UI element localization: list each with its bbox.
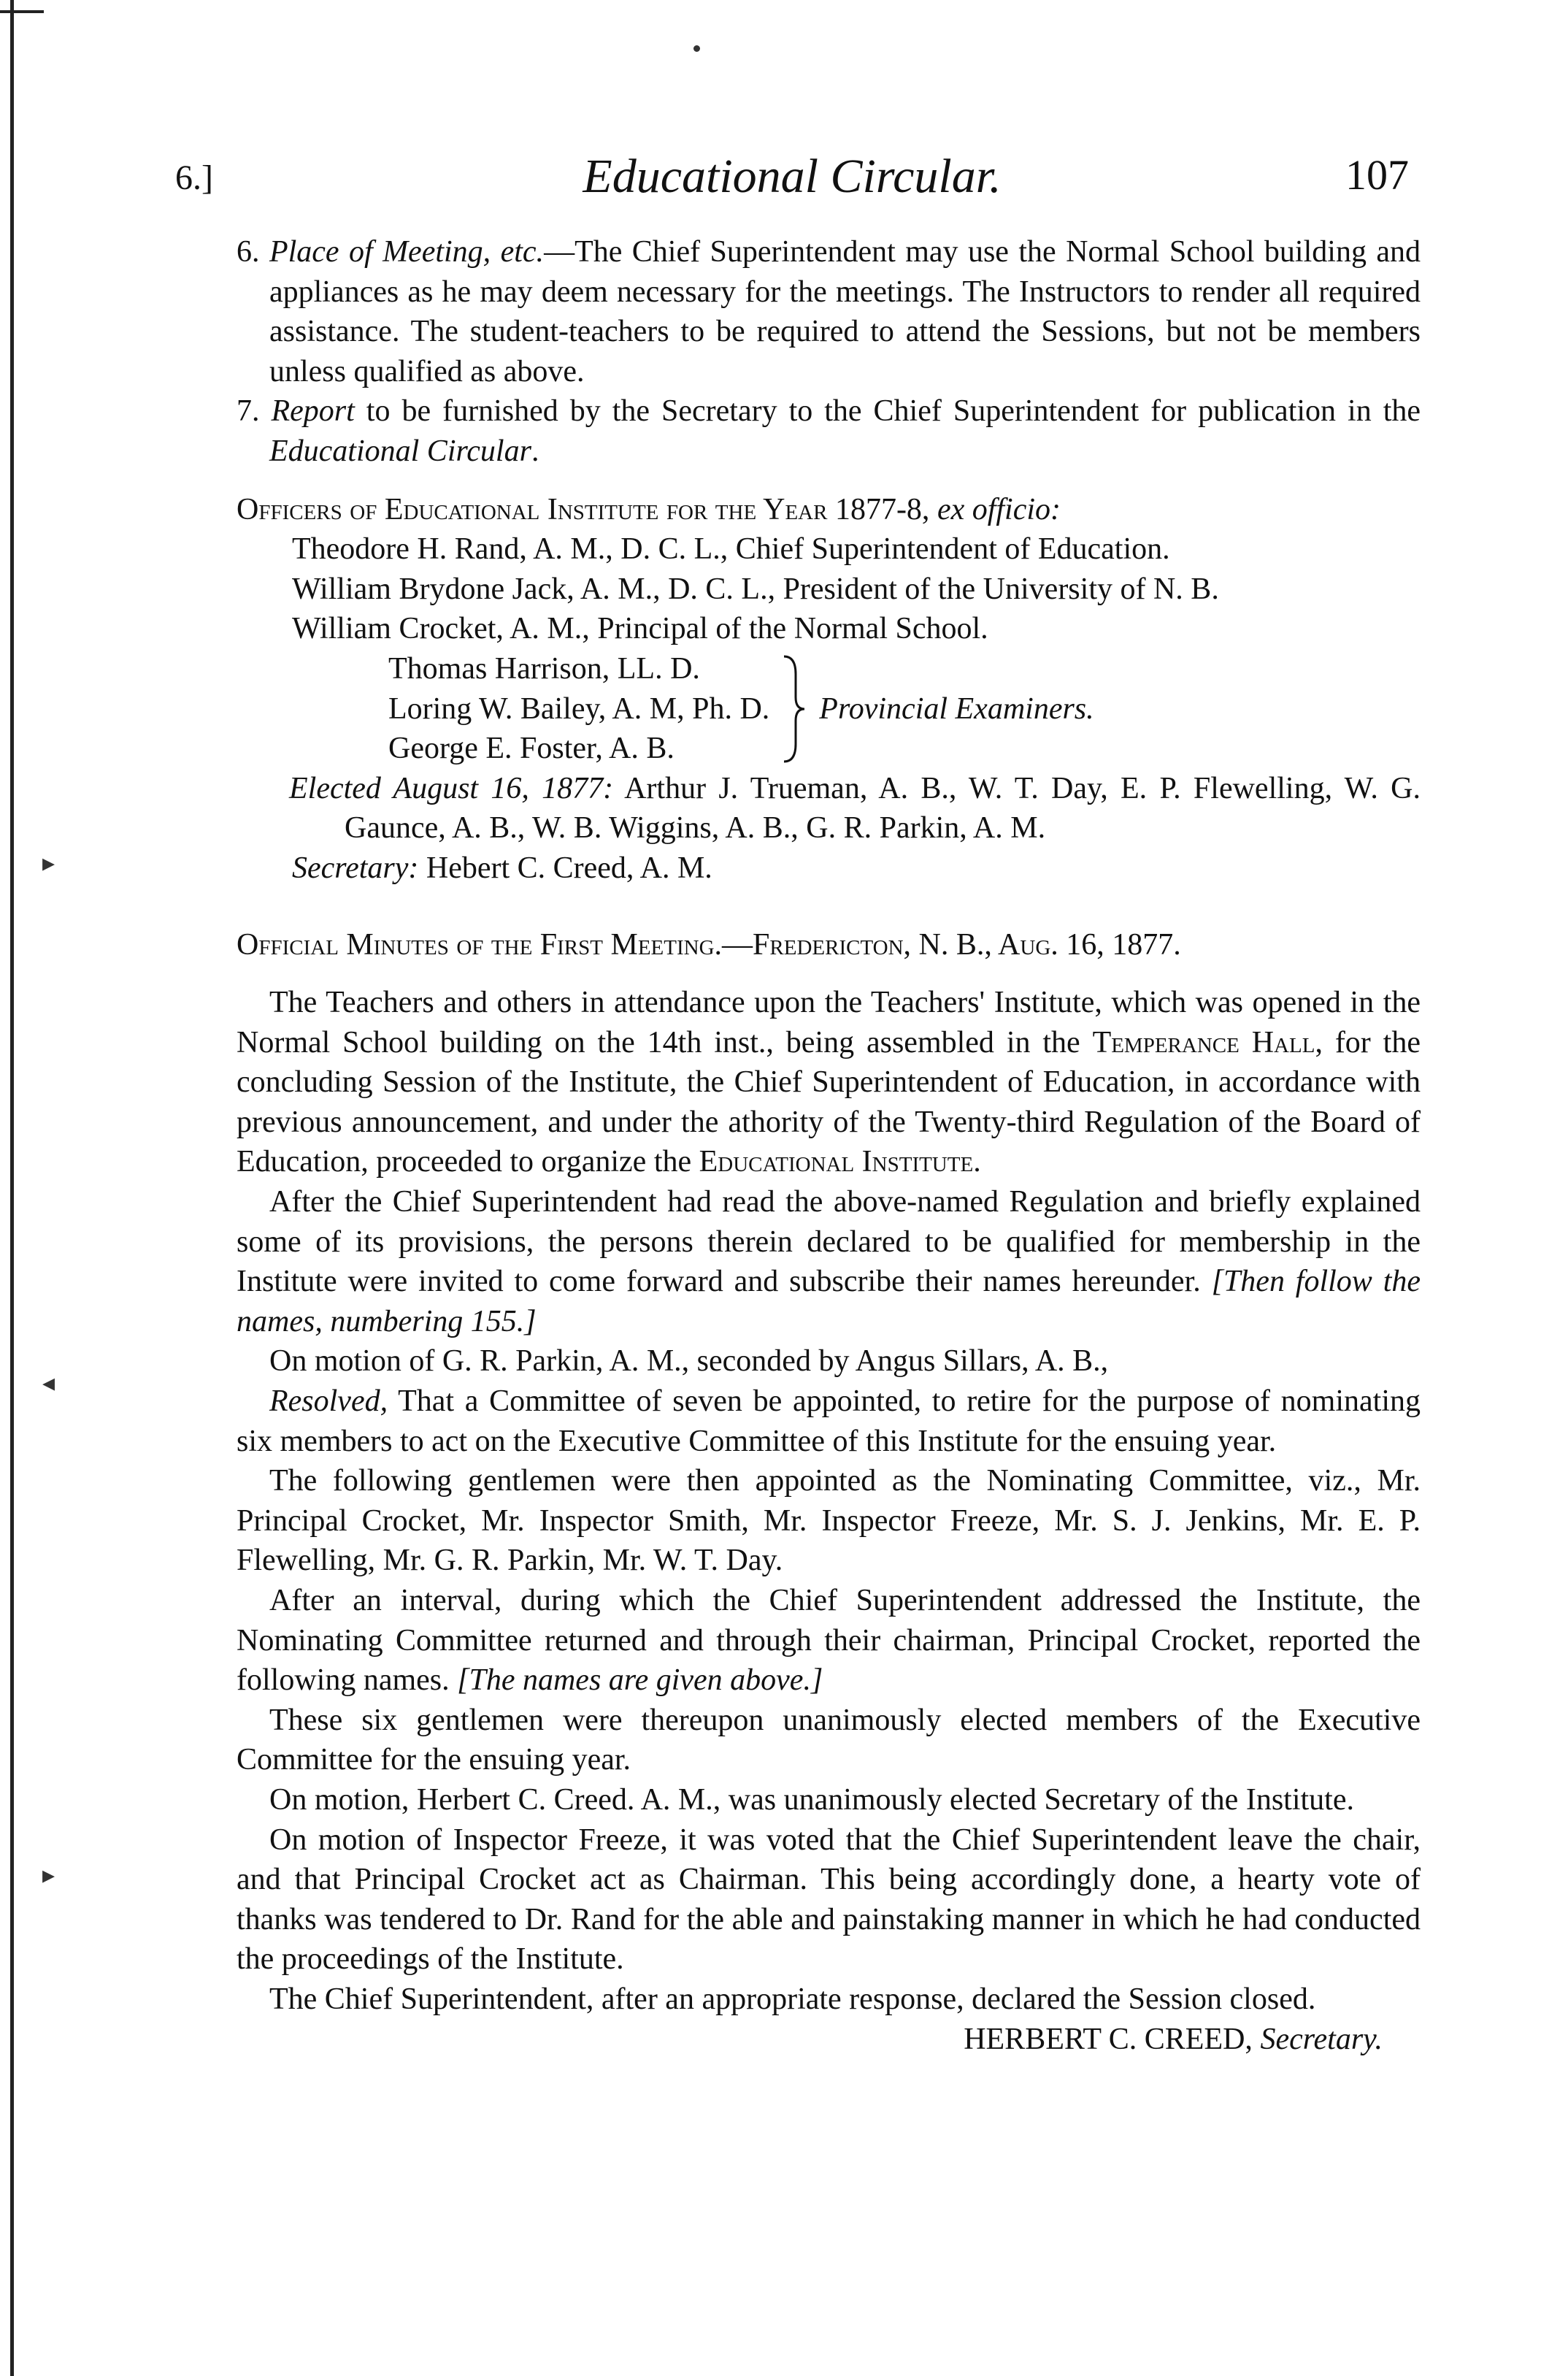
signature <box>237 2020 1421 2060</box>
page-corner-mark <box>0 10 44 13</box>
minutes-paragraph: On motion of Inspector Freeze, it was voted that the Chief Superintendent leave the chair, and that Principal Crocket act as Chairman. This being accordingly done, a hearty vote of thanks was tendered to Dr. Rand for the able and painstaking manner in which he had conducted the proceedings of the Institute. <box>237 1823 1421 1977</box>
secretary-line <box>237 848 1421 889</box>
print-speck <box>693 45 700 52</box>
examiner-entry: Loring W. Bailey, A. M, Ph. D. <box>388 691 770 726</box>
paragraph-text: . <box>973 1145 981 1179</box>
minutes-paragraph <box>237 1182 1421 1341</box>
item-heading: Place of Meeting, etc. <box>269 235 545 269</box>
officer-entry: William Brydone Jack, A. M., D. C. L., President of the University of N. B. <box>292 572 1219 606</box>
examiners-role: Provincial Examiners. <box>819 691 1094 726</box>
minutes-paragraph: The Chief Superintendent, after an appropriate response, declared the Session closed. <box>269 1982 1316 2016</box>
item-end: . <box>531 434 539 468</box>
item-text: —The Chief Superintendent may use the Normal School building and appliances as he may deem necessary for the meetings. The Instructors to render all required assistance. The student-teachers to be required to attend the Sessions, but not be members unless qualified as above. <box>269 235 1421 388</box>
editorial-note: [The names are given above.] <box>457 1663 823 1698</box>
running-header <box>175 146 1409 204</box>
examiners-names <box>388 649 769 769</box>
officers-heading <box>237 490 1421 530</box>
officer-entry: Theodore H. Rand, A. M., D. C. L., Chief Superintendent of Education. <box>292 532 1170 567</box>
officers-heading-text: Officers of Educational Institute for the Year 1877-8, <box>237 492 930 526</box>
examiners-group <box>388 649 1421 769</box>
page-number: 107 <box>1345 151 1409 199</box>
page-binding-edge <box>10 0 14 2376</box>
paragraph-text: , for the concluding Session of the Institute, the Chief Superintendent of Education, in accordance with previous announcement, and under the athority of the Twenty-third Regulation of the Board of Education, proceeded to organize the <box>237 1025 1421 1179</box>
paragraph-text: After an interval, during which the Chief Superintendent addressed the Institute, the Nominating Committee returned and through their chairman, Principal Crocket, reported the following names. <box>237 1584 1421 1698</box>
item-6 <box>237 232 1421 391</box>
minutes-paragraph <box>237 1381 1421 1461</box>
item-text: to be furnished by the Secretary to the Chief Superintendent for publication in the <box>354 394 1421 429</box>
elected-label: Elected August 16, 1877: <box>289 771 614 805</box>
ex-officio-label: ex officio: <box>937 492 1061 526</box>
secretary-label: Secretary: <box>292 851 419 885</box>
officers-list <box>237 529 1421 649</box>
venue-name: Temperance Hall <box>1092 1025 1315 1059</box>
resolved-label: Resolved, <box>269 1384 388 1419</box>
minutes-paragraph <box>237 983 1421 1182</box>
paragraph-text: The Teachers and others in attendance upon the Teachers' Institute, which was opened in the Normal School building on the 14th inst., being assembled in the <box>237 986 1421 1059</box>
editorial-note: [Then follow the names, numbering 155.] <box>237 1265 1421 1338</box>
minutes-paragraph: The following gentlemen were then appointed as the Nominating Committee, viz., Mr. Principal Crocket, Mr. Inspector Smith, Mr. Inspector Freeze, Mr. S. J. Jenkins, Mr. E. P. Flewelling, Mr. G. R. Parkin, Mr. W. T. Day. <box>237 1464 1421 1578</box>
signature-title: Secretary. <box>1260 2022 1383 2056</box>
minutes-paragraph: On motion, Herbert C. Creed. A. M., was unanimously elected Secretary of the Institute. <box>269 1782 1354 1817</box>
paragraph-text: That a Committee of seven be appointed, to retire for the purpose of nominating six members to act on the Executive Committee of this Institute for the ensuing year. <box>237 1384 1421 1458</box>
examiner-entry: George E. Foster, A. B. <box>388 732 675 766</box>
examiner-entry: Thomas Harrison, LL. D. <box>388 651 700 686</box>
secretary-name: Hebert C. Creed, A. M. <box>418 851 712 885</box>
minutes-heading: Official Minutes of the First Meeting.—Fredericton, N. B., Aug. 16, 1877. <box>237 927 1181 962</box>
item-number: 7. <box>237 394 260 429</box>
margin-arrow-icon: ▸ <box>42 1862 55 1889</box>
elected-names: Arthur J. Trueman, A. B., W. T. Day, E. P. Flewelling, W. G. Gaunce, A. B., W. B. Wiggins, A. B., G. R. Parkin, A. M. <box>345 771 1421 846</box>
minutes-paragraph: On motion of G. R. Parkin, A. M., seconded by Angus Sillars, A. B., <box>269 1344 1109 1379</box>
minutes-paragraph: These six gentlemen were thereupon unanimously elected members of the Executive Committee for the ensuing year. <box>237 1703 1421 1777</box>
item-heading: Report <box>271 394 355 429</box>
margin-arrow-icon: ◂ <box>42 1370 55 1397</box>
signature-name: HERBERT C. CREED, <box>964 2022 1253 2056</box>
right-brace-icon <box>780 652 809 766</box>
page-body <box>237 232 1421 2059</box>
section-marker: 6.] <box>175 158 213 197</box>
officer-entry: William Crocket, A. M., Principal of the Normal School. <box>292 612 988 646</box>
publication-title: Educational Circular <box>269 434 531 468</box>
elected-members <box>237 769 1421 848</box>
minutes-paragraph <box>237 1581 1421 1701</box>
item-7 <box>237 391 1421 471</box>
paragraph-text: After the Chief Superintendent had read the above-named Regulation and briefly explained some of its provisions, the persons therein declared to be qualified for membership in the Institute were invited to come forward and subscribe their names hereunder. <box>237 1185 1421 1299</box>
institute-name: Educational Institute <box>699 1145 974 1179</box>
item-number: 6. <box>237 235 260 269</box>
running-title: Educational Circular. <box>583 150 1002 203</box>
margin-arrow-icon: ▸ <box>42 850 55 877</box>
